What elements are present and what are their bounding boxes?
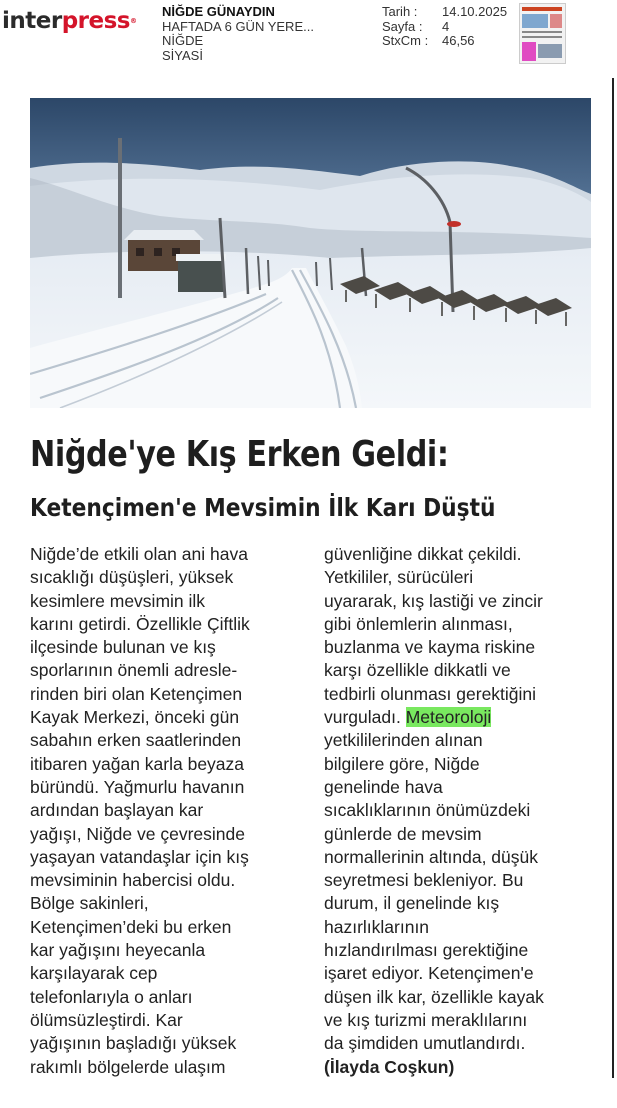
body-line: da şimdiden umutlandırdı.	[324, 1033, 526, 1054]
body-line: yaşayan vatandaşlar için kış	[30, 846, 249, 867]
body-line: karşılayarak cep	[30, 963, 158, 984]
stxcm-row	[382, 34, 507, 49]
body-line: kesimlere mevsimin ilk	[30, 590, 206, 611]
body-line: yetkililerinden alınan	[324, 730, 483, 751]
interpress-logo	[2, 8, 137, 34]
logo-text-inter: inter	[2, 8, 62, 34]
snowy-ski-resort-photo	[30, 98, 591, 408]
body-line: ilçesinde bulunan ve kış	[30, 637, 216, 658]
date-row	[382, 5, 507, 20]
body-line	[324, 706, 609, 729]
article-body-column-1	[30, 543, 315, 1079]
body-line: Ketençimen’deki bu erken	[30, 916, 232, 937]
body-line: gibi önlemlerin alınması,	[324, 613, 513, 634]
body-line: normallerinin altında, düşük	[324, 846, 539, 867]
body-line: karşı özellikle dikkatli ve	[324, 660, 511, 681]
highlighted-keyword: Meteoroloji	[405, 707, 492, 728]
body-line: ölümsüzleştirdi. Kar	[30, 1009, 183, 1030]
body-line: ardından başlayan kar	[30, 800, 204, 821]
body-line: seyretmesi bekleniyor. Bu	[324, 870, 524, 891]
article-body-column-2	[324, 543, 609, 1079]
article-headline: Niğde'ye Kış Erken Geldi:	[30, 434, 449, 475]
date-value: 14.10.2025	[442, 4, 508, 19]
body-line: yağışı, Niğde ve çevresinde	[30, 823, 245, 844]
body-line: hazırlıklarının	[324, 916, 430, 937]
body-line: kar yağışını heyecanla	[30, 940, 206, 961]
section-name: SİYASİ	[162, 47, 203, 63]
body-line: itibaren yağan karla beyaza	[30, 753, 245, 774]
body-line: mevsiminin habercisi oldu.	[30, 870, 236, 891]
city-name: NİĞDE	[162, 33, 204, 48]
stxcm-value: 46,56	[442, 33, 475, 48]
logo-text-press: press	[61, 8, 130, 34]
body-line: sabahın erken saatlerinden	[30, 730, 242, 751]
body-line: rakımlı bölgelerde ulaşım	[30, 1056, 226, 1077]
body-line: hızlandırılması gerektiğine	[324, 940, 529, 961]
body-line: günlerde de mevsim	[324, 823, 482, 844]
article-short-title: HAFTADA 6 GÜN YERE...	[162, 18, 314, 34]
publication-name: NİĞDE GÜNAYDIN	[162, 4, 275, 19]
column-divider	[612, 78, 614, 1078]
body-line: düşen ilk kar, özellikle kayak	[324, 986, 544, 1007]
body-line: Kayak Merkezi, önceki gün	[30, 707, 240, 728]
body-text: vurguladı.	[324, 707, 406, 728]
body-line: ve kış turizmi meraklılarını	[324, 1009, 528, 1030]
article-subheadline: Ketençimen'e Mevsimin İlk Karı Düştü	[30, 493, 496, 522]
body-line: sıcaklığı düşüşleri, yüksek	[30, 567, 234, 588]
body-line: rinden biri olan Ketençimen	[30, 683, 243, 704]
body-line: Niğde’de etkili olan ani hava	[30, 544, 248, 564]
clipping-meta-left	[162, 5, 314, 63]
body-line: uyararak, kış lastiği ve zincir	[324, 590, 543, 611]
body-line: Bölge sakinleri,	[30, 893, 149, 914]
page-thumbnail[interactable]	[519, 3, 566, 64]
page-value: 4	[442, 18, 450, 34]
body-line: yağışının başladığı yüksek	[30, 1033, 237, 1054]
body-line: buzlanma ve kayma riskine	[324, 637, 536, 658]
body-line: Yetkililer, sürücüleri	[324, 567, 474, 588]
body-line: sıcaklıklarının önümüzdeki	[324, 800, 531, 821]
body-line: durum, il genelinde kış	[324, 893, 500, 914]
logo-registered-mark: ®	[130, 17, 137, 25]
body-line: genelinde hava	[324, 776, 443, 797]
body-line: telefonlarıyla o anları	[30, 986, 193, 1007]
body-line: işaret ediyor. Ketençimen'e	[324, 963, 534, 984]
date-label: Tarih :	[382, 4, 418, 19]
body-line: büründü. Yağmurlu havanın	[30, 776, 245, 797]
body-line: güvenliğine dikkat çekildi.	[324, 544, 522, 564]
stxcm-label: StxCm :	[382, 33, 429, 48]
article-byline: (İlayda Coşkun)	[324, 1056, 455, 1077]
page-row	[382, 20, 507, 35]
body-line: bilgilere göre, Niğde	[324, 753, 480, 774]
body-line: sporlarının önemli adresle-	[30, 660, 238, 681]
page-label: Sayfa :	[382, 18, 423, 34]
clipping-meta-right	[382, 5, 507, 49]
body-line: karını getirdi. Özellikle Çiftlik	[30, 613, 250, 634]
body-line: tedbirli olunması gerektiğini	[324, 683, 537, 704]
